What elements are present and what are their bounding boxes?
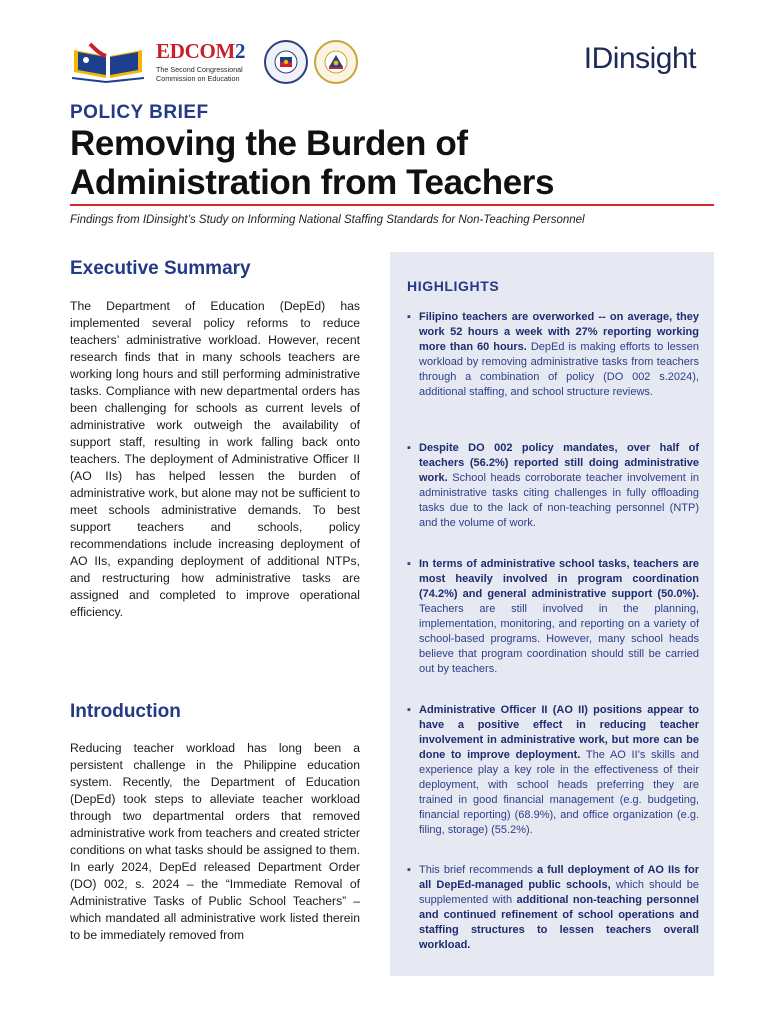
document-type-label: POLICY BRIEF xyxy=(70,102,209,123)
idinsight-logo: IDinsight xyxy=(583,42,696,75)
highlight-item: ▪ This brief recommends a full deployment of AO IIs for all DepEd-managed public schools, which should be supplemented with additional non-teaching personnel and continued refinement of school operations and staffing structures to lessen teachers overall workload. xyxy=(407,864,699,951)
introduction-heading: Introduction xyxy=(70,701,181,722)
executive-summary-heading: Executive Summary xyxy=(70,258,251,279)
bullet-icon: ▪ xyxy=(407,442,411,454)
bullet-icon: ▪ xyxy=(407,558,411,570)
partner-logos xyxy=(70,38,358,86)
edcom-book-logo-icon xyxy=(70,40,146,84)
edcom-subtitle: The Second Congressional Commission on Education xyxy=(156,65,243,83)
highlight-item: ▪ In terms of administrative school tasks, teachers are most heavily involved in program coordination (74.2%) and general administrative support (50.0%). Teachers are still involved in the planning, implementation, monitoring, and reporting on a variety of school-based programs. However, many school heads believe that program coordination should still be carried out by teachers. xyxy=(407,558,699,675)
document-title: Removing the Burden of Administration from Teachers xyxy=(70,124,555,202)
highlights-panel xyxy=(390,252,714,976)
highlight-item: ▪ Despite DO 002 policy mandates, over half of teachers (56.2%) reported still doing administrative work. School heads corroborate teacher involvement in administrative tasks citing challenges in fully offloading tasks due to the lack of non-teaching personnel (NTP) and the volume of work. xyxy=(407,442,699,529)
senate-seal-icon xyxy=(314,40,358,84)
highlight-item: ▪ Filipino teachers are overworked -- on average, they work 52 hours a week with 27% reporting working more than 60 hours. DepEd is making efforts to lessen workload by removing administrative tasks from teachers through a combination of policy (DO 002 s.2024), additional staffing, and school structure reviews. xyxy=(407,311,699,398)
highlight-item: ▪ Administrative Officer II (AO II) positions appear to have a positive effect in reducing teacher involvement in administrative work, but more can be done to improve deployment. The AO II’s skills and experience play a key role in the effectiveness of their deployment, with school heads preferring they are trained in good financial management (e.g. budgeting, financial reporting) (68.9%), and office organization (e.g. filing, storage) (55.2%). xyxy=(407,704,700,836)
highlights-heading: HIGHLIGHTS xyxy=(407,278,500,294)
introduction-text: Reducing teacher workload has long been a persistent challenge in the Philippine education system. Recently, the Department of Education (DepEd) took steps to alleviate teacher workload through two departmental orders that removed administrative work from teachers and created stricter conditions on what tasks should be assigned to them. In early 2024, DepEd released Department Order (DO) 002, s. 2024 – the “Immediate Removal of Administrative Tasks of Public School Teachers” – which mandated all administrative work listed therein to be immediately removed from xyxy=(70,741,360,942)
edcom-name: EDCOM2 xyxy=(156,39,246,63)
document-subtitle: Findings from IDinsight’s Study on Informing National Staffing Standards for Non-Teaching Personnel xyxy=(70,214,585,226)
bullet-icon: ▪ xyxy=(407,704,411,716)
bullet-icon: ▪ xyxy=(407,311,411,323)
title-divider xyxy=(70,204,714,206)
edcom-wordmark xyxy=(156,41,258,83)
house-of-representatives-seal-icon xyxy=(264,40,308,84)
executive-summary-text: The Department of Education (DepEd) has implemented several policy reforms to reduce teachers’ administrative workload. However, recent research finds that in many schools teachers are working long hours and still performing administrative tasks. Compliance with new departmental orders has been challenging for schools as current levels of administrative work outweigh the availability of support staff, resulting in work falling back onto teachers. The deployment of Administrative Officer II (AO IIs) has helped lessen the burden of administrative work, but alone may not be sufficient to meet schools administrative demands. To best support teachers and schools, policy recommendations include increasing deployment of AO IIs, expanding deployment of additional NTPs, and restructuring how administrative tasks are assigned and completed to improve operational efficiency. xyxy=(70,299,360,619)
bullet-icon: ▪ xyxy=(407,864,411,876)
